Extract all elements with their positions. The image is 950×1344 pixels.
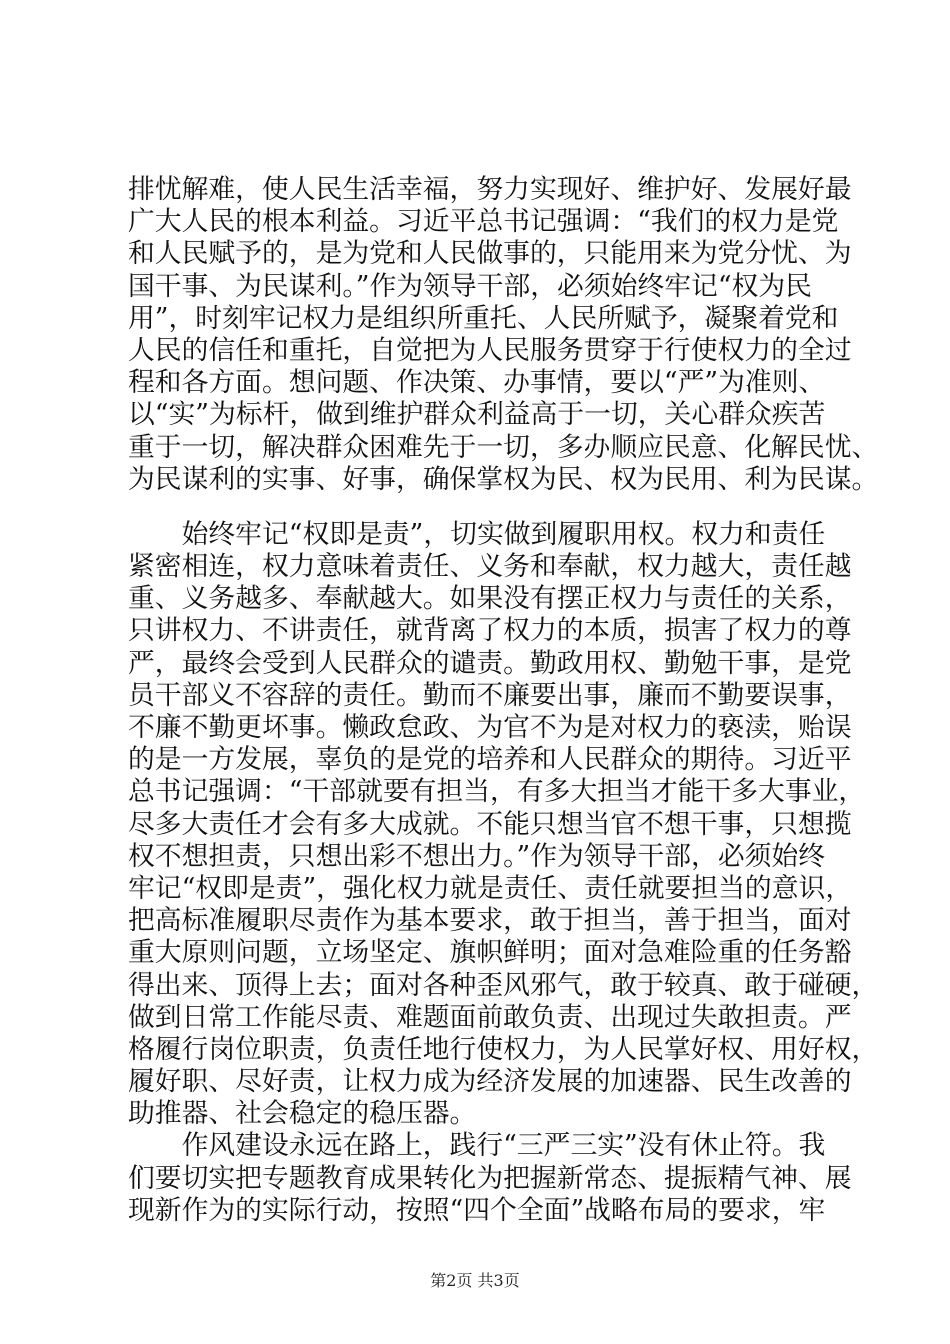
body-text: [128, 174, 879, 1227]
text-line: 程和各方面。想问题、作决策、办事情，要以“严”为准则、: [128, 367, 826, 399]
text-line: 助推器、社会稳定的稳压器。: [128, 1098, 477, 1130]
text-line: 重、义务越多、奉献越大。如果没有摆正权力与责任的关系，: [128, 583, 852, 615]
paragraph-3: [128, 1130, 852, 1227]
text-line: 和人民赋予的，是为党和人民做事的，只能用来为党分忧、为: [128, 238, 852, 270]
text-line: 重于一切，解决群众困难先于一切，多办顺应民意、化解民忧、: [128, 431, 879, 463]
text-line: 得出来、顶得上去；面对各种歪风邪气，敢于较真、敢于碰硬，: [128, 969, 879, 1001]
text-line: 国干事、为民谋利。”作为领导干部，必须始终牢记“权为民: [128, 270, 812, 302]
text-line: 格履行岗位职责，负责任地行使权力，为人民掌好权、用好权，: [128, 1033, 879, 1065]
text-line: 重大原则问题，立场坚定、旗帜鲜明；面对急难险重的任务豁: [128, 937, 852, 969]
text-line: 为民谋利的实事、好事，确保掌权为民、权为民用、利为民谋。: [128, 463, 879, 495]
text-line: 只讲权力、不讲责任，就背离了权力的本质，损害了权力的尊: [128, 615, 852, 647]
text-line: 们要切实把专题教育成果转化为把握新常态、提振精气神、展: [128, 1162, 852, 1194]
text-line: 权不想担责，只想出彩不想出力。”作为领导干部，必须始终: [128, 840, 826, 872]
text-line: 紧密相连，权力意味着责任、义务和奉献，权力越大，责任越: [128, 551, 852, 583]
paragraph-gap: [128, 496, 838, 519]
text-line: 不廉不勤更坏事。懒政怠政、为官不为是对权力的亵渎，贻误: [128, 712, 852, 743]
page-footer: [0, 1268, 950, 1291]
text-line: 排忧解难，使人民生活幸福，努力实现好、维护好、发展好最: [128, 174, 852, 205]
text-line: 做到日常工作能尽责、难题面前敢负责、出现过失敢担责。严: [128, 1001, 852, 1033]
text-line: 员干部义不容辞的责任。勤而不廉要出事，廉而不勤要误事，: [128, 679, 852, 711]
text-line: 人民的信任和重托，自觉把为人民服务贯穿于行使权力的全过: [128, 334, 852, 366]
text-line: 始终牢记“权即是责”，切实做到履职用权。权力和责任: [128, 518, 826, 550]
page-number: 第2页 共3页: [430, 1271, 520, 1290]
text-line: 履好职、尽好责，让权力成为经济发展的加速器、民生改善的: [128, 1066, 852, 1098]
text-line: 牢记“权即是责”，强化权力就是责任、责任就要担当的意识，: [128, 872, 853, 904]
text-line: 尽多大责任才会有多大成就。不能只想当官不想干事，只想揽: [128, 808, 852, 840]
text-line: 用”，时刻牢记权力是组织所重托、人民所赋予，凝聚着党和: [128, 302, 839, 334]
text-line: 作风建设永远在路上，践行“三严三实”没有休止符。我: [128, 1130, 826, 1162]
text-line: 的是一方发展，辜负的是党的培养和人民群众的期待。习近平: [128, 744, 852, 776]
text-line: 总书记强调：“干部就要有担当，有多大担当才能干多大事业，: [128, 776, 866, 808]
text-line: 以“实”为标杆，做到维护群众利益高于一切，关心群众疾苦: [128, 399, 826, 431]
paragraph-2: [128, 518, 879, 1131]
paragraph-1: [128, 174, 879, 496]
text-line: 现新作为的实际行动，按照“四个全面”战略布局的要求，牢: [128, 1194, 826, 1226]
text-line: 严，最终会受到人民群众的谴责。勤政用权、勤勉干事，是党: [128, 647, 852, 679]
text-line: 把高标准履职尽责作为基本要求，敢于担当，善于担当，面对: [128, 905, 852, 937]
text-line: 广大人民的根本利益。习近平总书记强调：“我们的权力是党: [128, 206, 839, 238]
